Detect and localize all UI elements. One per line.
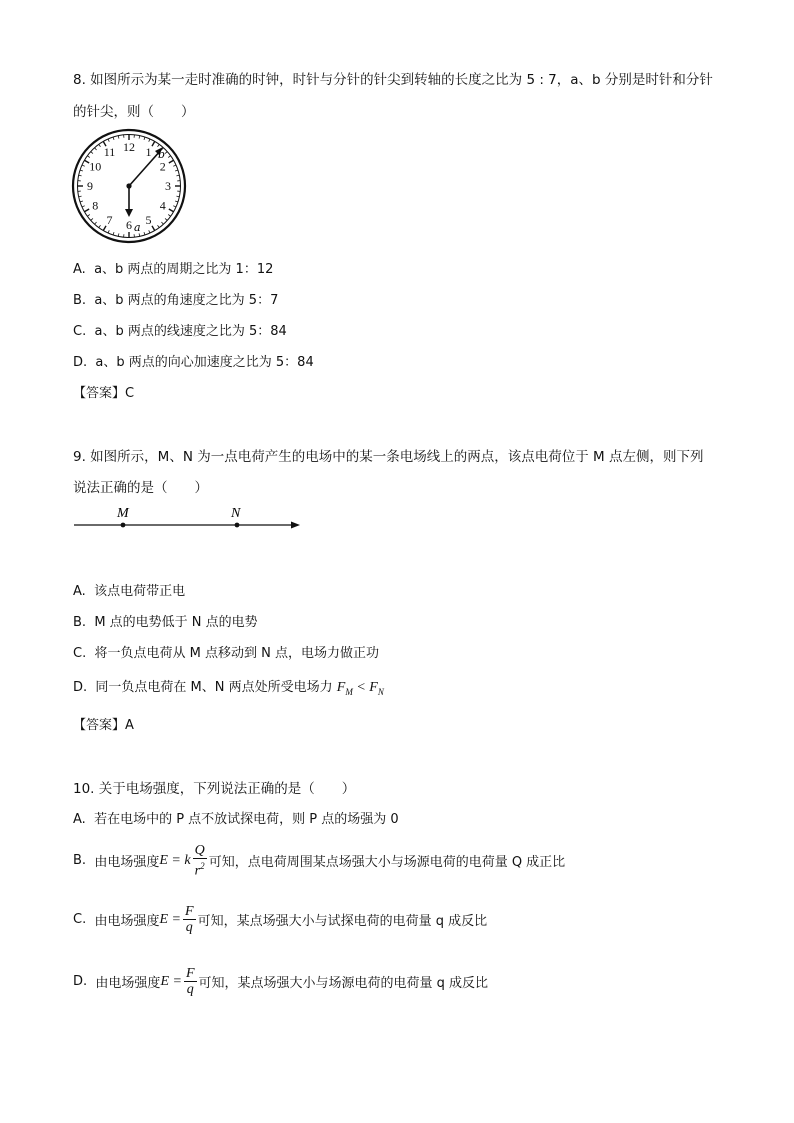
clock-tick [161,222,163,224]
option-text-pre: 由电场强度 [95,976,161,991]
clock-tick [139,136,140,139]
q10-option-c[interactable] [73,904,487,935]
option-label: D. [73,680,88,695]
option-text-pre: 由电场强度 [94,855,160,871]
q10-option-a[interactable] [73,808,399,827]
option-text: 若在电场中的 P 点不放试探电荷，则 P 点的场强为 0 [94,812,399,827]
clock-tick [118,136,119,139]
option-text: 将一负点电荷从 M 点移动到 N 点，电场力做正功 [94,646,379,661]
clock-number: 12 [123,140,135,154]
option-text: a、b 两点的向心加速度之比为 5：84 [95,355,314,370]
formula-fraction [193,843,207,879]
clock-tick [173,165,176,166]
q8-option-b[interactable] [73,289,278,308]
clock-tick [168,156,170,158]
q8-stem-line2: 的针尖，则（ ） [73,104,195,120]
clock-tick [175,201,178,202]
less-than-sign: < [352,680,370,695]
fraction-numerator: Q [194,843,205,858]
answer-value: A [125,718,134,733]
option-text: a、b 两点的线速度之比为 5：84 [94,324,287,339]
q8-option-d[interactable] [73,351,314,370]
clock-tick [99,225,101,227]
point-m [121,523,126,528]
clock-tick [152,141,155,146]
clock-number: 1 [145,145,152,160]
clock-tick [84,209,89,212]
fraction-numerator: F [185,904,194,919]
option-label: A. [73,812,86,827]
option-label: A. [73,262,86,277]
q8-option-c[interactable] [73,320,287,339]
formula-fraction [184,966,197,997]
q9-stem-line1: 9. 如图所示，M、N 为一点电荷产生的电场中的某一条电场线上的两点，该点电荷位于 M 点左侧，则下列 [73,449,704,465]
clock-tick [82,206,85,207]
option-label: A. [73,584,86,599]
clock-figure [70,128,188,246]
q9-option-c[interactable] [73,642,379,661]
clock-tick [113,232,114,235]
point-n [235,523,240,528]
option-text: a、b 两点的角速度之比为 5：7 [94,293,279,308]
option-label: B. [73,293,87,308]
clock-number: 6 [126,218,132,232]
clock-tick [79,196,82,197]
option-text-post: 可知，点电荷周围某点场强大小与场源电荷的电荷量 Q 成正比 [208,855,566,871]
clock-tick [87,215,89,217]
clock-tick [144,232,145,235]
clock-tick [95,148,97,150]
clock-tick [108,230,109,233]
formula-lhs: E = k [159,852,191,868]
answer-label: 【答案】 [73,386,126,401]
clock-tick [169,160,174,163]
clock-tick [173,206,176,207]
q9-option-a[interactable] [73,580,185,599]
q10-stem: 10. 关于电场强度，下列说法正确的是（ ） [73,781,356,797]
fraction-denominator: q [186,982,194,997]
formula-fraction [183,904,196,935]
clock-number: 10 [89,159,102,174]
clock-tick [80,170,83,171]
clock-tick [175,170,178,171]
clock-number: 3 [165,179,171,193]
clock-number: 2 [159,159,166,174]
hour-hand-tip [125,209,133,217]
option-label: C. [73,324,87,339]
q8-stem-line1: 8. 如图所示为某一走时准确的时钟，时针与分针的针尖到转轴的长度之比为 5 : 7，a、b 分别是时针和分针 [73,72,713,88]
q10-option-d[interactable] [73,966,488,997]
option-label: B. [73,615,87,630]
field-line-arrow [291,522,300,529]
option-label: C. [73,646,87,661]
q9-option-d[interactable] [73,676,384,697]
force-f-m: $F_M$ [336,680,353,697]
formula-lhs: E = [159,911,181,927]
clock-tick [165,152,167,154]
clock-tick [95,222,97,224]
clock-tick [168,215,170,217]
clock-tick [169,209,174,212]
q9-option-b[interactable] [73,611,258,630]
option-text: 该点电荷带正电 [94,584,186,599]
q10-option-b[interactable] [73,843,565,879]
clock-tick [99,144,101,146]
clock-number: 4 [159,198,166,213]
option-label: D. [73,355,88,370]
clock-tick [149,230,150,233]
formula-lhs: E = [160,973,182,989]
q9-answer [73,714,134,733]
clock-number: 5 [145,212,152,227]
clock-number: 8 [92,198,99,213]
option-text: a、b 两点的周期之比为 1：12 [94,262,274,277]
clock-tick [80,201,83,202]
option-text-pre: 由电场强度 [94,914,160,929]
clock-number: 9 [87,179,93,193]
fraction-numerator: F [185,966,195,981]
option-label: B. [73,853,87,869]
clock-tick [79,175,82,176]
clock-tick [82,165,85,166]
clock-tick [176,196,179,197]
clock-number: 7 [106,212,113,227]
option-text: M 点的电势低于 N 点的电势 [94,615,258,630]
label-n: N [231,506,241,521]
clock-tick [118,233,119,236]
clock-tick [91,218,93,220]
option-text: 同一负点电荷在 M、N 两点处所受电场力 [95,680,333,695]
clock-label-b: b [158,148,166,161]
clock-tick [149,139,150,142]
clock-tick [165,218,167,220]
clock-tick [87,156,89,158]
clock-label-a: a [134,221,141,234]
clock-tick [113,137,114,140]
clock-tick [152,226,155,231]
q8-answer [73,382,134,401]
option-text-post: 可知，某点场强大小与试探电荷的电荷量 q 成反比 [197,914,488,929]
fraction-denominator: q [185,920,193,935]
q8-option-a[interactable] [73,258,273,277]
clock-number: 11 [103,145,116,160]
clock-tick [158,144,160,146]
force-f-n: $F_N$ [369,680,384,697]
answer-label: 【答案】 [73,718,126,733]
option-label: C. [73,912,87,927]
option-label: D. [73,974,88,989]
clock-tick [144,137,145,140]
field-line-figure [72,502,304,534]
label-m: M [117,506,129,521]
answer-value: C [125,386,135,401]
clock-tick [91,152,93,154]
q9-stem-line2: 说法正确的是（ ） [73,480,208,496]
clock-tick [108,139,109,142]
clock-tick [158,225,160,227]
clock-axis [126,183,131,188]
fraction-denominator: $r^2$ [194,861,205,879]
option-text-post: 可知，某点场强大小与场源电荷的电荷量 q 成反比 [198,976,489,991]
clock-tick [176,175,179,176]
